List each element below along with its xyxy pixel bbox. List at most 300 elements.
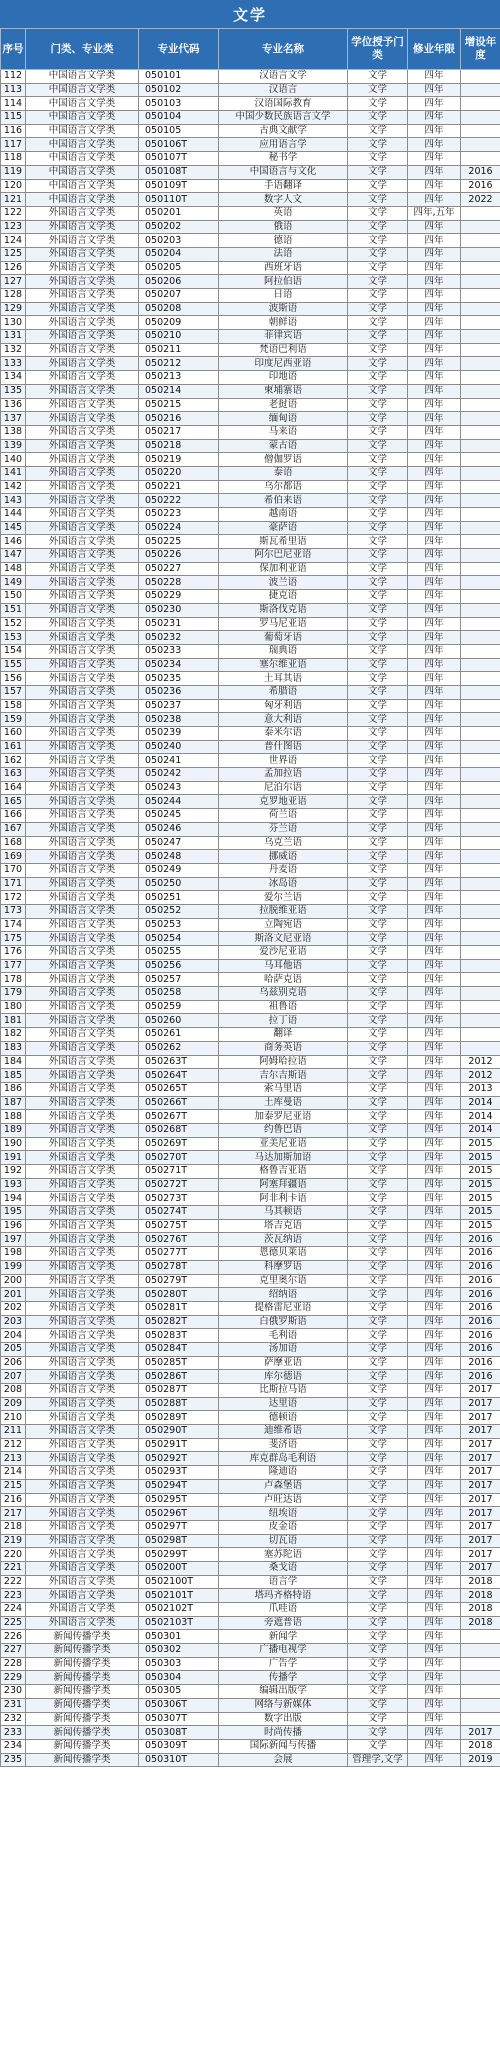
cell-category: 外国语言文学类 bbox=[26, 904, 139, 918]
cell-year-added bbox=[461, 836, 500, 850]
table-row bbox=[1, 685, 500, 699]
table-row bbox=[1, 1698, 500, 1712]
cell-category: 外国语言文学类 bbox=[26, 466, 139, 480]
cell-code: 050101 bbox=[139, 70, 219, 84]
cell-major-name: 印度尼西亚语 bbox=[219, 357, 348, 371]
cell-major-name: 豪萨语 bbox=[219, 521, 348, 535]
cell-major-name: 桑戈语 bbox=[219, 1561, 348, 1575]
cell-degree: 文学 bbox=[348, 330, 408, 344]
cell-duration: 四年 bbox=[408, 1657, 461, 1671]
cell-code: 050277T bbox=[139, 1247, 219, 1261]
cell-code: 050207 bbox=[139, 289, 219, 303]
cell-duration: 四年 bbox=[408, 631, 461, 645]
cell-degree: 文学 bbox=[348, 1493, 408, 1507]
cell-code: 050106T bbox=[139, 138, 219, 152]
cell-degree: 文学 bbox=[348, 1192, 408, 1206]
cell-year-added bbox=[461, 111, 500, 125]
cell-year-added bbox=[461, 234, 500, 248]
cell-major-name: 会展 bbox=[219, 1753, 348, 1767]
cell-duration: 四年 bbox=[408, 1534, 461, 1548]
cell-code: 050241 bbox=[139, 754, 219, 768]
cell-seq: 148 bbox=[1, 562, 26, 576]
cell-seq: 170 bbox=[1, 863, 26, 877]
cell-category: 外国语言文学类 bbox=[26, 439, 139, 453]
cell-code: 050278T bbox=[139, 1260, 219, 1274]
cell-code: 050255 bbox=[139, 946, 219, 960]
cell-major-name: 拉脱维亚语 bbox=[219, 904, 348, 918]
cell-major-name: 数字出版 bbox=[219, 1712, 348, 1726]
cell-year-added: 2016 bbox=[461, 1288, 500, 1302]
cell-duration: 四年 bbox=[408, 987, 461, 1001]
table-row bbox=[1, 946, 500, 960]
table-row bbox=[1, 1123, 500, 1137]
cell-seq: 216 bbox=[1, 1493, 26, 1507]
cell-degree: 文学 bbox=[348, 1356, 408, 1370]
cell-category: 外国语言文学类 bbox=[26, 1151, 139, 1165]
cell-category: 外国语言文学类 bbox=[26, 1479, 139, 1493]
cell-category: 外国语言文学类 bbox=[26, 781, 139, 795]
cell-code: 050236 bbox=[139, 685, 219, 699]
cell-seq: 151 bbox=[1, 603, 26, 617]
cell-seq: 217 bbox=[1, 1507, 26, 1521]
cell-degree: 文学 bbox=[348, 1288, 408, 1302]
cell-major-name: 斯洛文尼亚语 bbox=[219, 932, 348, 946]
cell-major-name: 泰语 bbox=[219, 466, 348, 480]
cell-seq: 177 bbox=[1, 959, 26, 973]
cell-degree: 文学 bbox=[348, 1137, 408, 1151]
cell-seq: 199 bbox=[1, 1260, 26, 1274]
table-row bbox=[1, 1370, 500, 1384]
cell-seq: 135 bbox=[1, 384, 26, 398]
cell-major-name: 格鲁吉亚语 bbox=[219, 1165, 348, 1179]
cell-year-added: 2016 bbox=[461, 179, 500, 193]
cell-seq: 132 bbox=[1, 343, 26, 357]
cell-year-added bbox=[461, 371, 500, 385]
cell-seq: 211 bbox=[1, 1425, 26, 1439]
cell-duration: 四年 bbox=[408, 247, 461, 261]
cell-year-added: 2017 bbox=[461, 1507, 500, 1521]
cell-major-name: 塔玛齐格特语 bbox=[219, 1589, 348, 1603]
cell-degree: 文学 bbox=[348, 1712, 408, 1726]
cell-code: 050261 bbox=[139, 1028, 219, 1042]
cell-major-name: 朝鲜语 bbox=[219, 316, 348, 330]
table-row bbox=[1, 836, 500, 850]
cell-category: 外国语言文学类 bbox=[26, 1055, 139, 1069]
table-row bbox=[1, 261, 500, 275]
cell-year-added bbox=[461, 891, 500, 905]
cell-duration: 四年 bbox=[408, 562, 461, 576]
cell-year-added: 2017 bbox=[461, 1548, 500, 1562]
table-row bbox=[1, 863, 500, 877]
cell-code: 050273T bbox=[139, 1192, 219, 1206]
cell-code: 050298T bbox=[139, 1534, 219, 1548]
cell-degree: 文学 bbox=[348, 1548, 408, 1562]
cell-duration: 四年 bbox=[408, 289, 461, 303]
cell-code: 050301 bbox=[139, 1630, 219, 1644]
cell-degree: 文学 bbox=[348, 699, 408, 713]
cell-duration: 四年 bbox=[408, 1151, 461, 1165]
cell-category: 外国语言文学类 bbox=[26, 206, 139, 220]
table-row bbox=[1, 1329, 500, 1343]
cell-year-added bbox=[461, 453, 500, 467]
cell-year-added bbox=[461, 658, 500, 672]
table-row bbox=[1, 1055, 500, 1069]
cell-duration: 四年 bbox=[408, 179, 461, 193]
table-row bbox=[1, 1041, 500, 1055]
cell-code: 050283T bbox=[139, 1329, 219, 1343]
table-row bbox=[1, 316, 500, 330]
cell-category: 外国语言文学类 bbox=[26, 1520, 139, 1534]
cell-seq: 200 bbox=[1, 1274, 26, 1288]
cell-duration: 四年 bbox=[408, 371, 461, 385]
cell-year-added bbox=[461, 302, 500, 316]
cell-category: 外国语言文学类 bbox=[26, 1425, 139, 1439]
cell-seq: 150 bbox=[1, 590, 26, 604]
cell-duration: 四年 bbox=[408, 1438, 461, 1452]
cell-code: 050254 bbox=[139, 932, 219, 946]
cell-category: 外国语言文学类 bbox=[26, 521, 139, 535]
cell-code: 050252 bbox=[139, 904, 219, 918]
cell-seq: 207 bbox=[1, 1370, 26, 1384]
cell-degree: 文学 bbox=[348, 521, 408, 535]
cell-degree: 文学 bbox=[348, 1028, 408, 1042]
cell-year-added: 2016 bbox=[461, 1301, 500, 1315]
cell-seq: 209 bbox=[1, 1397, 26, 1411]
cell-year-added: 2013 bbox=[461, 1082, 500, 1096]
cell-category: 中国语言文学类 bbox=[26, 165, 139, 179]
cell-category: 外国语言文学类 bbox=[26, 754, 139, 768]
cell-category: 外国语言文学类 bbox=[26, 987, 139, 1001]
cell-major-name: 哈萨克语 bbox=[219, 973, 348, 987]
table-row bbox=[1, 631, 500, 645]
cell-major-name: 荷兰语 bbox=[219, 809, 348, 823]
cell-code: 050237 bbox=[139, 699, 219, 713]
cell-year-added bbox=[461, 343, 500, 357]
cell-major-name: 保加利亚语 bbox=[219, 562, 348, 576]
cell-seq: 158 bbox=[1, 699, 26, 713]
cell-degree: 文学 bbox=[348, 1096, 408, 1110]
cell-seq: 112 bbox=[1, 70, 26, 84]
cell-duration: 四年 bbox=[408, 234, 461, 248]
cell-degree: 文学 bbox=[348, 1342, 408, 1356]
cell-code: 050305 bbox=[139, 1685, 219, 1699]
cell-degree: 文学 bbox=[348, 1000, 408, 1014]
cell-year-added bbox=[461, 124, 500, 138]
cell-category: 新闻传播学类 bbox=[26, 1630, 139, 1644]
cell-category: 外国语言文学类 bbox=[26, 494, 139, 508]
table-row bbox=[1, 658, 500, 672]
cell-category: 外国语言文学类 bbox=[26, 1589, 139, 1603]
cell-major-name: 达里语 bbox=[219, 1397, 348, 1411]
cell-major-name: 塔吉克语 bbox=[219, 1219, 348, 1233]
cell-year-added bbox=[461, 987, 500, 1001]
cell-code: 050221 bbox=[139, 480, 219, 494]
cell-year-added: 2016 bbox=[461, 1260, 500, 1274]
cell-major-name: 塞苏陀语 bbox=[219, 1548, 348, 1562]
cell-degree: 文学 bbox=[348, 302, 408, 316]
cell-category: 中国语言文学类 bbox=[26, 83, 139, 97]
cell-seq: 126 bbox=[1, 261, 26, 275]
cell-seq: 212 bbox=[1, 1438, 26, 1452]
cell-category: 新闻传播学类 bbox=[26, 1644, 139, 1658]
cell-degree: 文学 bbox=[348, 1260, 408, 1274]
cell-duration: 四年 bbox=[408, 494, 461, 508]
cell-duration: 四年 bbox=[408, 891, 461, 905]
cell-year-added: 2017 bbox=[461, 1384, 500, 1398]
cell-year-added bbox=[461, 289, 500, 303]
cell-seq: 145 bbox=[1, 521, 26, 535]
cell-degree: 文学 bbox=[348, 946, 408, 960]
cell-code: 050258 bbox=[139, 987, 219, 1001]
cell-major-name: 隆迪语 bbox=[219, 1466, 348, 1480]
cell-code: 050108T bbox=[139, 165, 219, 179]
cell-code: 050109T bbox=[139, 179, 219, 193]
cell-duration: 四年 bbox=[408, 1192, 461, 1206]
cell-duration: 四年 bbox=[408, 1110, 461, 1124]
cell-major-name: 恩德贝莱语 bbox=[219, 1247, 348, 1261]
cell-degree: 文学 bbox=[348, 138, 408, 152]
table-row bbox=[1, 220, 500, 234]
cell-degree: 文学 bbox=[348, 1534, 408, 1548]
cell-degree: 文学 bbox=[348, 1233, 408, 1247]
cell-major-name: 商务英语 bbox=[219, 1041, 348, 1055]
cell-code: 050102 bbox=[139, 83, 219, 97]
header-code: 专业代码 bbox=[139, 29, 219, 70]
cell-duration: 四年 bbox=[408, 1411, 461, 1425]
cell-degree: 文学 bbox=[348, 904, 408, 918]
table-row bbox=[1, 1356, 500, 1370]
table-row bbox=[1, 70, 500, 84]
table-row bbox=[1, 1014, 500, 1028]
cell-major-name: 索马里语 bbox=[219, 1082, 348, 1096]
cell-year-added: 2019 bbox=[461, 1753, 500, 1767]
cell-code: 050263T bbox=[139, 1055, 219, 1069]
cell-major-name: 库克群岛毛利语 bbox=[219, 1452, 348, 1466]
cell-duration: 四年 bbox=[408, 727, 461, 741]
cell-seq: 182 bbox=[1, 1028, 26, 1042]
cell-seq: 208 bbox=[1, 1384, 26, 1398]
cell-seq: 179 bbox=[1, 987, 26, 1001]
cell-seq: 115 bbox=[1, 111, 26, 125]
cell-year-added: 2016 bbox=[461, 1329, 500, 1343]
table-row bbox=[1, 425, 500, 439]
cell-duration: 四年 bbox=[408, 316, 461, 330]
cell-duration: 四年 bbox=[408, 1260, 461, 1274]
cell-year-added bbox=[461, 603, 500, 617]
cell-degree: 文学 bbox=[348, 494, 408, 508]
cell-category: 外国语言文学类 bbox=[26, 535, 139, 549]
cell-degree: 文学 bbox=[348, 768, 408, 782]
cell-duration: 四年 bbox=[408, 1055, 461, 1069]
cell-year-added: 2017 bbox=[461, 1397, 500, 1411]
cell-year-added: 2017 bbox=[461, 1479, 500, 1493]
cell-year-added bbox=[461, 918, 500, 932]
cell-year-added bbox=[461, 439, 500, 453]
table-row bbox=[1, 97, 500, 111]
table-row bbox=[1, 617, 500, 631]
cell-year-added: 2014 bbox=[461, 1096, 500, 1110]
cell-major-name: 白俄罗斯语 bbox=[219, 1315, 348, 1329]
cell-code: 050239 bbox=[139, 727, 219, 741]
cell-code: 050276T bbox=[139, 1233, 219, 1247]
cell-code: 050103 bbox=[139, 97, 219, 111]
cell-code: 050227 bbox=[139, 562, 219, 576]
cell-major-name: 纽埃语 bbox=[219, 1507, 348, 1521]
cell-seq: 161 bbox=[1, 740, 26, 754]
cell-duration: 四年 bbox=[408, 425, 461, 439]
cell-year-added: 2016 bbox=[461, 1370, 500, 1384]
cell-code: 050289T bbox=[139, 1411, 219, 1425]
cell-duration: 四年 bbox=[408, 83, 461, 97]
cell-year-added bbox=[461, 1644, 500, 1658]
cell-code: 050223 bbox=[139, 508, 219, 522]
cell-code: 050229 bbox=[139, 590, 219, 604]
cell-duration: 四年 bbox=[408, 1753, 461, 1767]
cell-major-name: 毛利语 bbox=[219, 1329, 348, 1343]
cell-category: 外国语言文学类 bbox=[26, 1452, 139, 1466]
cell-degree: 文学 bbox=[348, 1206, 408, 1220]
table-row bbox=[1, 1165, 500, 1179]
cell-major-name: 提格雷尼亚语 bbox=[219, 1301, 348, 1315]
cell-major-name: 越南语 bbox=[219, 508, 348, 522]
cell-major-name: 乌尔都语 bbox=[219, 480, 348, 494]
table-row bbox=[1, 932, 500, 946]
cell-degree: 文学 bbox=[348, 1616, 408, 1630]
cell-seq: 137 bbox=[1, 412, 26, 426]
cell-code: 050217 bbox=[139, 425, 219, 439]
cell-code: 050218 bbox=[139, 439, 219, 453]
cell-seq: 113 bbox=[1, 83, 26, 97]
cell-major-name: 古典文献学 bbox=[219, 124, 348, 138]
cell-degree: 文学 bbox=[348, 1041, 408, 1055]
cell-category: 外国语言文学类 bbox=[26, 836, 139, 850]
table-row bbox=[1, 1219, 500, 1233]
cell-year-added: 2012 bbox=[461, 1069, 500, 1083]
table-row bbox=[1, 1082, 500, 1096]
cell-duration: 四年 bbox=[408, 685, 461, 699]
cell-duration: 四年 bbox=[408, 165, 461, 179]
cell-year-added bbox=[461, 973, 500, 987]
cell-duration: 四年 bbox=[408, 453, 461, 467]
cell-code: 050296T bbox=[139, 1507, 219, 1521]
table-row bbox=[1, 138, 500, 152]
cell-major-name: 挪威语 bbox=[219, 850, 348, 864]
cell-degree: 文学 bbox=[348, 672, 408, 686]
cell-degree: 文学 bbox=[348, 83, 408, 97]
cell-category: 外国语言文学类 bbox=[26, 1575, 139, 1589]
cell-duration: 四年 bbox=[408, 672, 461, 686]
cell-major-name: 约鲁巴语 bbox=[219, 1123, 348, 1137]
cell-seq: 194 bbox=[1, 1192, 26, 1206]
cell-duration: 四年 bbox=[408, 1000, 461, 1014]
cell-duration: 四年 bbox=[408, 1069, 461, 1083]
cell-duration: 四年 bbox=[408, 302, 461, 316]
cell-major-name: 缅甸语 bbox=[219, 412, 348, 426]
cell-code: 050222 bbox=[139, 494, 219, 508]
cell-duration: 四年 bbox=[408, 1561, 461, 1575]
cell-seq: 124 bbox=[1, 234, 26, 248]
cell-seq: 147 bbox=[1, 549, 26, 563]
cell-seq: 131 bbox=[1, 330, 26, 344]
cell-code: 050282T bbox=[139, 1315, 219, 1329]
cell-seq: 220 bbox=[1, 1548, 26, 1562]
cell-degree: 文学 bbox=[348, 1657, 408, 1671]
cell-year-added: 2016 bbox=[461, 1315, 500, 1329]
cell-category: 外国语言文学类 bbox=[26, 1288, 139, 1302]
cell-seq: 128 bbox=[1, 289, 26, 303]
cell-seq: 152 bbox=[1, 617, 26, 631]
cell-year-added bbox=[461, 740, 500, 754]
cell-major-name: 泰米尔语 bbox=[219, 727, 348, 741]
cell-seq: 191 bbox=[1, 1151, 26, 1165]
table-row bbox=[1, 1151, 500, 1165]
cell-year-added bbox=[461, 672, 500, 686]
cell-year-added bbox=[461, 1630, 500, 1644]
cell-duration: 四年 bbox=[408, 1082, 461, 1096]
cell-category: 外国语言文学类 bbox=[26, 891, 139, 905]
cell-duration: 四年 bbox=[408, 809, 461, 823]
table-row bbox=[1, 1589, 500, 1603]
cell-major-name: 塞尔维亚语 bbox=[219, 658, 348, 672]
cell-seq: 231 bbox=[1, 1698, 26, 1712]
cell-code: 050201 bbox=[139, 206, 219, 220]
cell-duration: 四年 bbox=[408, 740, 461, 754]
cell-degree: 文学 bbox=[348, 1603, 408, 1617]
cell-degree: 文学 bbox=[348, 206, 408, 220]
table-row bbox=[1, 1644, 500, 1658]
cell-degree: 文学 bbox=[348, 562, 408, 576]
cell-degree: 文学 bbox=[348, 1123, 408, 1137]
header-degree: 学位授予门类 bbox=[348, 29, 408, 70]
cell-seq: 223 bbox=[1, 1589, 26, 1603]
cell-seq: 156 bbox=[1, 672, 26, 686]
cell-code: 050206 bbox=[139, 275, 219, 289]
cell-duration: 四年 bbox=[408, 1671, 461, 1685]
table-row bbox=[1, 521, 500, 535]
cell-major-name: 阿塞拜疆语 bbox=[219, 1178, 348, 1192]
cell-duration: 四年 bbox=[408, 863, 461, 877]
header-seq: 序号 bbox=[1, 29, 26, 70]
cell-year-added bbox=[461, 316, 500, 330]
cell-year-added bbox=[461, 713, 500, 727]
cell-major-name: 乌兹别克语 bbox=[219, 987, 348, 1001]
cell-category: 外国语言文学类 bbox=[26, 289, 139, 303]
cell-code: 050275T bbox=[139, 1219, 219, 1233]
cell-code: 050304 bbox=[139, 1671, 219, 1685]
table-row bbox=[1, 1000, 500, 1014]
table-row bbox=[1, 1384, 500, 1398]
cell-year-added bbox=[461, 357, 500, 371]
cell-major-name: 语言学 bbox=[219, 1575, 348, 1589]
cell-duration: 四年 bbox=[408, 1123, 461, 1137]
cell-major-name: 马达加斯加语 bbox=[219, 1151, 348, 1165]
table-row bbox=[1, 1630, 500, 1644]
cell-duration: 四年 bbox=[408, 1493, 461, 1507]
cell-degree: 文学 bbox=[348, 1301, 408, 1315]
cell-duration: 四年 bbox=[408, 152, 461, 166]
cell-seq: 159 bbox=[1, 713, 26, 727]
table-row bbox=[1, 1425, 500, 1439]
cell-degree: 文学 bbox=[348, 1726, 408, 1740]
cell-duration: 四年 bbox=[408, 1342, 461, 1356]
cell-duration: 四年 bbox=[408, 946, 461, 960]
cell-major-name: 马耳他语 bbox=[219, 959, 348, 973]
cell-degree: 文学 bbox=[348, 959, 408, 973]
cell-code: 050259 bbox=[139, 1000, 219, 1014]
cell-year-added bbox=[461, 261, 500, 275]
header-duration: 修业年限 bbox=[408, 29, 461, 70]
cell-seq: 173 bbox=[1, 904, 26, 918]
